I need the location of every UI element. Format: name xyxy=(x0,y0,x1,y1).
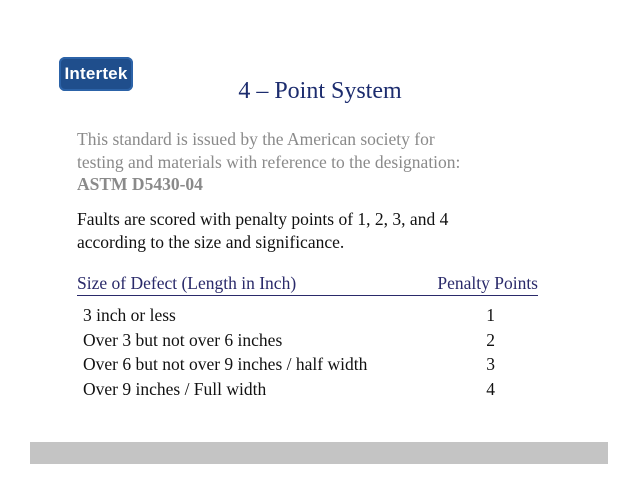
penalty-points-cell: 4 xyxy=(486,378,495,399)
description-paragraph xyxy=(77,208,537,254)
header-penalty-points: Penalty Points xyxy=(437,273,538,293)
logo-text: Intertek xyxy=(64,64,128,83)
defect-size-cell: 3 inch or less xyxy=(83,305,176,325)
description-line-1: Faults are scored with penalty points of 1, 2, 3, and 4 xyxy=(77,209,449,229)
table-row xyxy=(83,305,501,330)
intro-line-1: This standard is issued by the American society for xyxy=(77,129,435,149)
penalty-points-cell: 3 xyxy=(486,354,495,374)
header-defect-size: Size of Defect (Length in Inch) xyxy=(77,273,297,293)
defect-size-cell: Over 3 but not over 6 inches xyxy=(83,329,283,350)
page-title xyxy=(0,78,638,105)
footer-bar xyxy=(30,442,608,464)
penalty-points-cell: 2 xyxy=(486,329,495,350)
table-row xyxy=(83,379,501,404)
penalty-points-cell: 1 xyxy=(486,305,495,325)
description-line-2: according to the size and significance. xyxy=(77,232,345,252)
defect-size-cell: Over 9 inches / Full width xyxy=(83,378,267,399)
standard-designation: ASTM D5430-04 xyxy=(77,174,203,194)
table-row xyxy=(83,330,501,355)
penalty-table-header xyxy=(77,273,538,296)
table-row xyxy=(83,354,501,379)
intro-paragraph xyxy=(77,128,547,196)
penalty-table-body xyxy=(83,305,501,403)
intro-line-2: testing and materials with reference to the designation: xyxy=(77,151,461,172)
defect-size-cell: Over 6 but not over 9 inches / half width xyxy=(83,354,368,374)
page-title-text: 4 – Point System xyxy=(238,78,402,104)
